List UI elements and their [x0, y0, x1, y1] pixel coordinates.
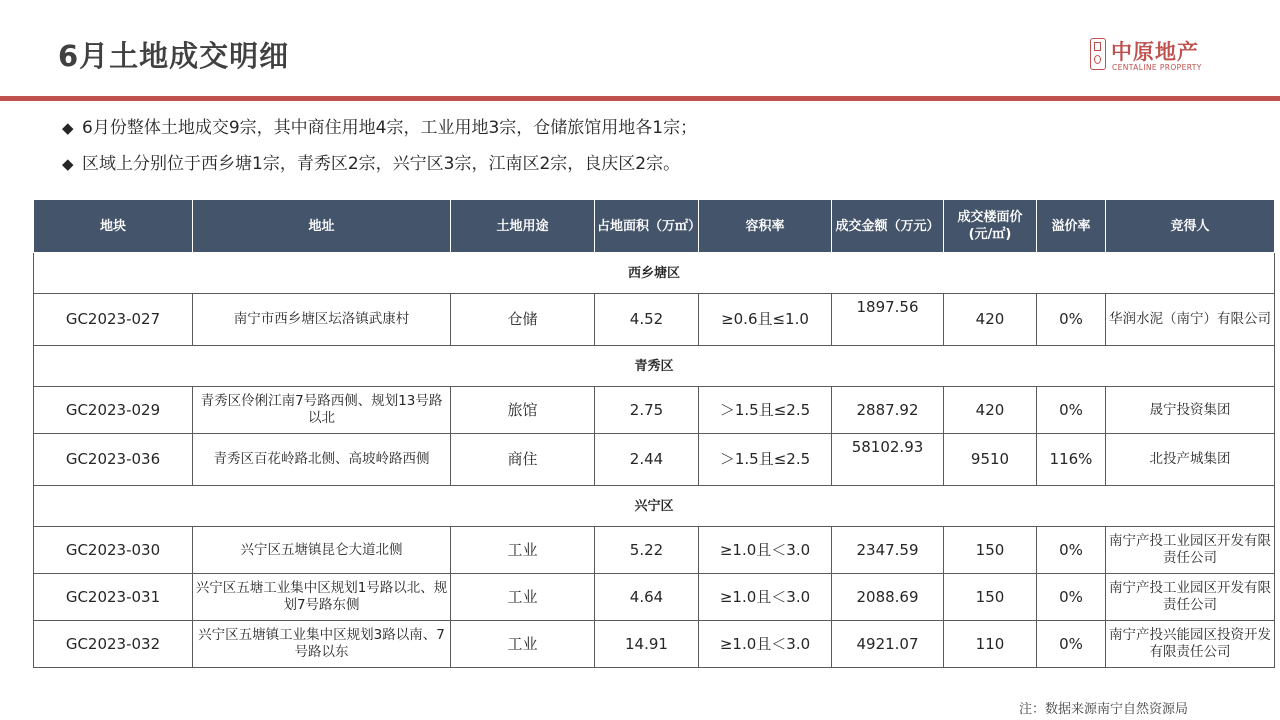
table-header-row	[34, 200, 1275, 253]
cell-premium: 0%	[1037, 294, 1106, 346]
table-row	[34, 387, 1275, 434]
cell-address: 兴宁区五塘镇工业集中区规划3路以南、7号路以东	[193, 621, 451, 668]
table-row	[34, 574, 1275, 621]
cell-amount: 2088.69	[832, 574, 944, 621]
cell-winner: 南宁产投工业园区开发有限责任公司	[1106, 527, 1275, 574]
header-plot-ratio: 容积率	[699, 200, 832, 253]
cell-plot-ratio: ＞1.5且≤2.5	[699, 434, 832, 486]
cell-floor-price: 420	[944, 294, 1037, 346]
cell-land-use: 工业	[451, 574, 595, 621]
header-area: 占地面积（万㎡）	[595, 200, 699, 253]
cell-area: 2.75	[595, 387, 699, 434]
bullet-item	[62, 116, 697, 140]
header-address: 地址	[193, 200, 451, 253]
cell-address: 青秀区百花岭路北侧、高坡岭路西侧	[193, 434, 451, 486]
bullet-text: 6月份整体土地成交9宗，其中商住用地4宗，工业用地3宗，仓储旅馆用地各1宗；	[82, 118, 698, 138]
cell-amount: 4921.07	[832, 621, 944, 668]
cell-winner: 北投产城集团	[1106, 434, 1275, 486]
cell-plot: GC2023-030	[34, 527, 193, 574]
cell-address: 兴宁区五塘镇昆仑大道北侧	[193, 527, 451, 574]
page-title: 6月土地成交明细	[58, 39, 290, 73]
cell-land-use: 旅馆	[451, 387, 595, 434]
table-row	[34, 527, 1275, 574]
table-row	[34, 294, 1275, 346]
cell-premium: 0%	[1037, 527, 1106, 574]
cell-plot: GC2023-031	[34, 574, 193, 621]
cell-amount: 2347.59	[832, 527, 944, 574]
header-divider	[0, 96, 1280, 101]
cell-amount: 1897.56	[832, 294, 944, 346]
cell-area: 14.91	[595, 621, 699, 668]
district-name: 青秀区	[34, 346, 1275, 387]
cell-premium: 0%	[1037, 621, 1106, 668]
cell-amount: 2887.92	[832, 387, 944, 434]
header-floor-price: 成交楼面价(元/㎡)	[944, 200, 1037, 253]
cell-area: 2.44	[595, 434, 699, 486]
cell-area: 4.64	[595, 574, 699, 621]
cell-floor-price: 110	[944, 621, 1037, 668]
table-row	[34, 621, 1275, 668]
cell-plot: GC2023-032	[34, 621, 193, 668]
cell-floor-price: 420	[944, 387, 1037, 434]
cell-floor-price: 9510	[944, 434, 1037, 486]
cell-plot-ratio: ≥1.0且＜3.0	[699, 621, 832, 668]
cell-area: 5.22	[595, 527, 699, 574]
district-row	[34, 346, 1275, 387]
cell-plot: GC2023-027	[34, 294, 193, 346]
summary-bullets	[62, 116, 697, 188]
header-land-use: 土地用途	[451, 200, 595, 253]
cell-plot: GC2023-029	[34, 387, 193, 434]
cell-land-use: 工业	[451, 527, 595, 574]
cell-address: 南宁市西乡塘区坛洛镇武康村	[193, 294, 451, 346]
cell-premium: 0%	[1037, 387, 1106, 434]
cell-address: 兴宁区五塘工业集中区规划1号路以北、规划7号路东侧	[193, 574, 451, 621]
table-row	[34, 434, 1275, 486]
land-transaction-table	[33, 199, 1275, 668]
cell-address: 青秀区伶俐江南7号路西侧、规划13号路以北	[193, 387, 451, 434]
bullet-text: 区域上分别位于西乡塘1宗，青秀区2宗，兴宁区3宗，江南区2宗，良庆区2宗。	[82, 154, 681, 174]
cell-premium: 116%	[1037, 434, 1106, 486]
district-name: 西乡塘区	[34, 253, 1275, 294]
cell-premium: 0%	[1037, 574, 1106, 621]
header-amount: 成交金额（万元）	[832, 200, 944, 253]
cell-land-use: 工业	[451, 621, 595, 668]
logo-en-text: CENTALINE PROPERTY	[1112, 63, 1202, 72]
header-winner: 竞得人	[1106, 200, 1275, 253]
cell-winner: 南宁产投兴能园区投资开发有限责任公司	[1106, 621, 1275, 668]
diamond-bullet-icon: ◆	[62, 119, 74, 137]
centaline-logo	[1090, 36, 1220, 76]
cell-plot-ratio: ＞1.5且≤2.5	[699, 387, 832, 434]
cell-winner: 晟宁投资集团	[1106, 387, 1275, 434]
cell-floor-price: 150	[944, 527, 1037, 574]
district-row	[34, 253, 1275, 294]
bullet-item	[62, 152, 697, 176]
cell-winner: 华润水泥（南宁）有限公司	[1106, 294, 1275, 346]
header-plot: 地块	[34, 200, 193, 253]
header-premium: 溢价率	[1037, 200, 1106, 253]
district-name: 兴宁区	[34, 486, 1275, 527]
data-source-note: 注：数据来源南宁自然资源局	[1018, 702, 1188, 717]
cell-land-use: 仓储	[451, 294, 595, 346]
logo-seal-icon	[1090, 38, 1106, 70]
cell-plot-ratio: ≥0.6且≤1.0	[699, 294, 832, 346]
cell-amount: 58102.93	[832, 434, 944, 486]
district-row	[34, 486, 1275, 527]
logo-cn-text: 中原地产	[1111, 40, 1199, 64]
cell-land-use: 商住	[451, 434, 595, 486]
cell-area: 4.52	[595, 294, 699, 346]
diamond-bullet-icon: ◆	[62, 155, 74, 173]
cell-winner: 南宁产投工业园区开发有限责任公司	[1106, 574, 1275, 621]
cell-plot-ratio: ≥1.0且＜3.0	[699, 527, 832, 574]
cell-plot-ratio: ≥1.0且＜3.0	[699, 574, 832, 621]
cell-plot: GC2023-036	[34, 434, 193, 486]
cell-floor-price: 150	[944, 574, 1037, 621]
